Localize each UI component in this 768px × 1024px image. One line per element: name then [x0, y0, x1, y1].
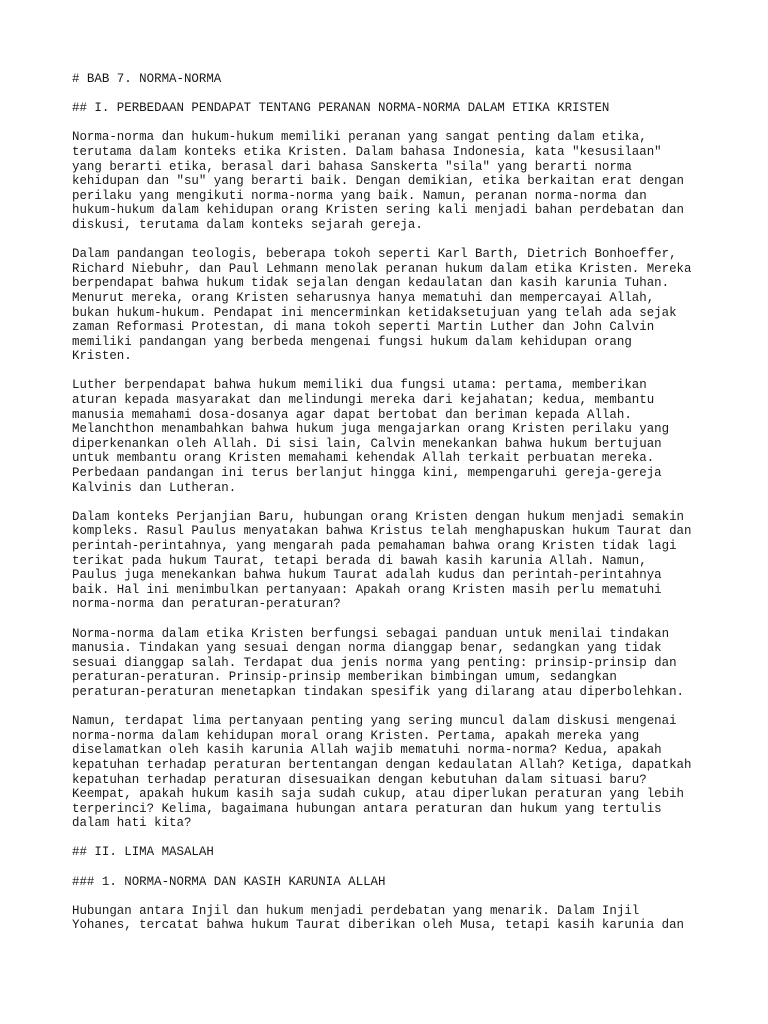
text-line: perilaku yang mengikuti norma-norma yang baik. Namun, peranan norma-norma dan: [72, 188, 647, 203]
text-line: Keempat, apakah hukum kasih saja sudah cukup, atau diperlukan peraturan yang lebih: [72, 787, 685, 802]
text-line: kepatuhan terhadap peraturan disesuaikan dengan kebutuhan dalam situasi baru?: [72, 772, 647, 787]
text-line: Dalam konteks Perjanjian Baru, hubungan orang Kristen dengan hukum menjadi semakin: [72, 509, 685, 524]
text-line: Kristen.: [72, 349, 132, 364]
text-line: Dalam pandangan teologis, beberapa tokoh seperti Karl Barth, Dietrich Bonhoeffer,: [72, 247, 677, 262]
text-line: Norma-norma dan hukum-hukum memiliki peranan yang sangat penting dalam etika,: [72, 130, 647, 145]
text-line: sesuai dianggap salah. Terdapat dua jenis norma yang penting: prinsip-prinsip dan: [72, 655, 677, 670]
text-line: Paulus juga menekankan bahwa hukum Taurat adalah kudus dan perintah-perintahnya: [72, 568, 662, 583]
text-line: baik. Hal ini menimbulkan pertanyaan: Apakah orang Kristen masih perlu mematuhi: [72, 582, 662, 597]
text-line: aturan kepada masyarakat dan melindungi mereka dari kejahatan; kedua, membantu: [72, 393, 655, 408]
text-line: norma-norma dan peraturan-peraturan?: [72, 597, 341, 612]
text-line: terikat pada hukum Taurat, tetapi berada di bawah kasih karunia Allah. Namun,: [72, 553, 647, 568]
text-line: Luther berpendapat bahwa hukum memiliki dua fungsi utama: pertama, memberikan: [72, 378, 647, 393]
text-line: Kalvinis dan Lutheran.: [72, 480, 237, 495]
text-line: untuk membantu orang Kristen memahami kehendak Allah terkait perbuatan mereka.: [72, 451, 655, 466]
text-line: berpendapat bahwa hukum tidak sejalan dengan kedaulatan dan kasih karunia Tuhan.: [72, 276, 670, 291]
text-line: peraturan-peraturan menetapkan tindakan spesifik yang dilarang atau diperbolehkan.: [72, 684, 685, 699]
text-line: memiliki pandangan yang berbeda mengenai fungsi hukum dalam kehidupan orang: [72, 334, 632, 349]
text-line: manusia memahami dosa-dosanya agar dapat bertobat dan beriman kepada Allah.: [72, 407, 632, 422]
text-line: dalam hati kita?: [72, 816, 192, 831]
text-line: manusia. Tindakan yang sesuai dengan norma dianggap benar, sedangkan yang tidak: [72, 641, 662, 656]
section-heading-lima-masalah: ## II. LIMA MASALAH: [72, 845, 214, 860]
text-line: Perbedaan pandangan ini terus berlanjut hingga kini, mempengaruhi gereja-gereja: [72, 466, 662, 481]
paragraph-lima-pertanyaan: [72, 714, 712, 831]
spacer: [72, 87, 712, 102]
spacer: [72, 495, 712, 510]
text-line: terutama dalam konteks etika Kristen. Dalam bahasa Indonesia, kata "kesusilaan": [72, 144, 662, 159]
subsection-heading-norma-kasih-karunia: ### 1. NORMA-NORMA DAN KASIH KARUNIA ALLAH: [72, 874, 386, 889]
paragraph-pandangan-teologis: [72, 247, 712, 364]
text-line: kompleks. Rasul Paulus menyatakan bahwa Kristus telah menghapuskan hukum Taurat dan: [72, 524, 692, 539]
paragraph-fungsi-norma: [72, 627, 712, 700]
spacer: [72, 612, 712, 627]
paragraph-perjanjian-baru: [72, 510, 712, 612]
text-line: diselamatkan oleh kasih karunia Allah wajib mematuhi norma-norma? Kedua, apakah: [72, 743, 662, 758]
text-line: zaman Reformasi Protestan, di mana tokoh seperti Martin Luther dan John Calvin: [72, 320, 655, 335]
text-line: Richard Niebuhr, dan Paul Lehmann menolak peranan hukum dalam etika Kristen. Mereka: [72, 261, 692, 276]
spacer: [72, 364, 712, 379]
text-line: terperinci? Kelima, bagaimana hubungan antara peraturan dan hukum yang tertulis: [72, 801, 662, 816]
text-line: kehidupan dan "su" yang berarti baik. Dengan demikian, etika berkaitan erat dengan: [72, 174, 685, 189]
text-line: kepatuhan terhadap peraturan bertentangan dengan kedaulatan Allah? Ketiga, dapatkah: [72, 757, 692, 772]
text-line: hukum-hukum dalam kehidupan orang Kristen sering kali menjadi bahan perdebatan dan: [72, 203, 685, 218]
paragraph-injil-hukum: [72, 904, 712, 933]
spacer: [72, 700, 712, 715]
paragraph-norma-hukum-intro: [72, 130, 712, 232]
text-line: yang berarti etika, berasal dari bahasa Sanskerta "sila" yang berarti norma: [72, 159, 632, 174]
document-page: [72, 72, 712, 933]
text-line: Namun, terdapat lima pertanyaan penting yang sering muncul dalam diskusi mengenai: [72, 714, 677, 729]
spacer: [72, 860, 712, 875]
text-line: Yohanes, tercatat bahwa hukum Taurat diberikan oleh Musa, tetapi kasih karunia dan: [72, 918, 685, 933]
text-line: diperkenankan oleh Allah. Di sisi lain, Calvin menekankan bahwa hukum bertujuan: [72, 436, 662, 451]
text-line: perintah-perintahnya, yang mengarah pada pemahaman bahwa orang Kristen tidak lagi: [72, 539, 677, 553]
text-line: peraturan-peraturan. Prinsip-prinsip memberikan bimbingan umum, sedangkan: [72, 670, 617, 685]
text-line: bukan hukum-hukum. Pendapat ini mencerminkan ketidaksetujuan yang telah ada sejak: [72, 305, 677, 320]
text-line: Norma-norma dalam etika Kristen berfungsi sebagai panduan untuk menilai tindakan: [72, 626, 670, 641]
text-line: diskusi, terutama dalam konteks sejarah gereja.: [72, 217, 423, 232]
text-line: Menurut mereka, orang Kristen seharusnya hanya mematuhi dan mempercayai Allah,: [72, 290, 655, 305]
paragraph-luther-calvin: [72, 378, 712, 495]
section-heading-perbedaan-pendapat: ## I. PERBEDAAN PENDAPAT TENTANG PERANAN NORMA-NORMA DALAM ETIKA KRISTEN: [72, 101, 610, 116]
text-line: Melanchthon menambahkan bahwa hukum juga mengajarkan orang Kristen perilaku yang: [72, 422, 670, 437]
spacer: [72, 889, 712, 904]
spacer: [72, 116, 712, 131]
spacer: [72, 233, 712, 248]
text-line: Hubungan antara Injil dan hukum menjadi perdebatan yang menarik. Dalam Injil: [72, 903, 640, 918]
text-line: norma-norma dalam kehidupan moral orang Kristen. Pertama, apakah mereka yang: [72, 728, 640, 743]
chapter-heading: # BAB 7. NORMA-NORMA: [72, 72, 222, 86]
spacer: [72, 831, 712, 846]
